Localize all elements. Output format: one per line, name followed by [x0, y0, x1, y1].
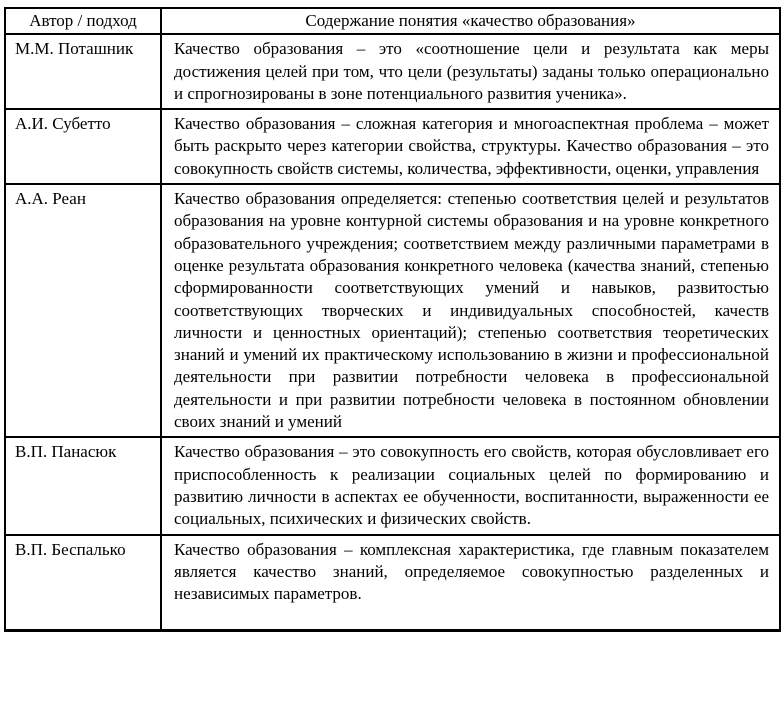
definition-cell: Качество образования – сложная категория и многоаспектная проблема – может быть раскрыто через категории свойства, структуры. Качество образования – это совокупность свойств системы, количества, эффективности, оценки, управления	[161, 109, 780, 184]
table-header-row	[5, 8, 780, 34]
definition-cell: Качество образования – комплексная характеристика, где главным показателем является качество знаний, определяемое совокупностью разделенных и независимых параметров.	[161, 535, 780, 631]
definition-cell: Качество образования – это «соотношение цели и результата как меры достижения целей при том, что цели (результаты) заданы только операционально и спрогнозированы в зоне потенциального развития ученика».	[161, 34, 780, 109]
table-row	[5, 535, 780, 631]
definition-cell: Качество образования – это совокупность его свойств, которая обусловливает его приспособленность к реализации социальных целей по формированию и развитию личности в аспектах ее обученности, воспитанности, выраженности ее социальных, психических и физических свойств.	[161, 437, 780, 534]
column-header-definition: Содержание понятия «качество образования»	[161, 8, 780, 34]
author-cell: А.А. Реан	[5, 184, 161, 437]
author-cell: В.П. Беспалько	[5, 535, 161, 631]
definitions-table	[4, 7, 781, 632]
table-row	[5, 34, 780, 109]
author-cell: В.П. Панасюк	[5, 437, 161, 534]
table-row	[5, 184, 780, 437]
table-row	[5, 437, 780, 534]
author-cell: М.М. Поташник	[5, 34, 161, 109]
table-row	[5, 109, 780, 184]
author-cell: А.И. Субетто	[5, 109, 161, 184]
definition-cell: Качество образования определяется: степенью соответствия целей и результатов образования на уровне контурной системы образования и на уровне конкретного образовательного учреждения; соответствием между различными параметрами в оценке результата образования конкретного человека (качества знаний, степенью сформированности соответствующих умений и навыков, развитостью соответствующих творческих и индивидуальных способностей, качеств личности и ценностных ориентаций); степенью соответствия теоретических знаний и умений их практическому использованию в жизни и профессиональной деятельности при развитии потребности человека в профессиональной деятельности и при развитии потребности человека в постоянном обновлении своих знаний и умений	[161, 184, 780, 437]
column-header-author: Автор / подход	[5, 8, 161, 34]
